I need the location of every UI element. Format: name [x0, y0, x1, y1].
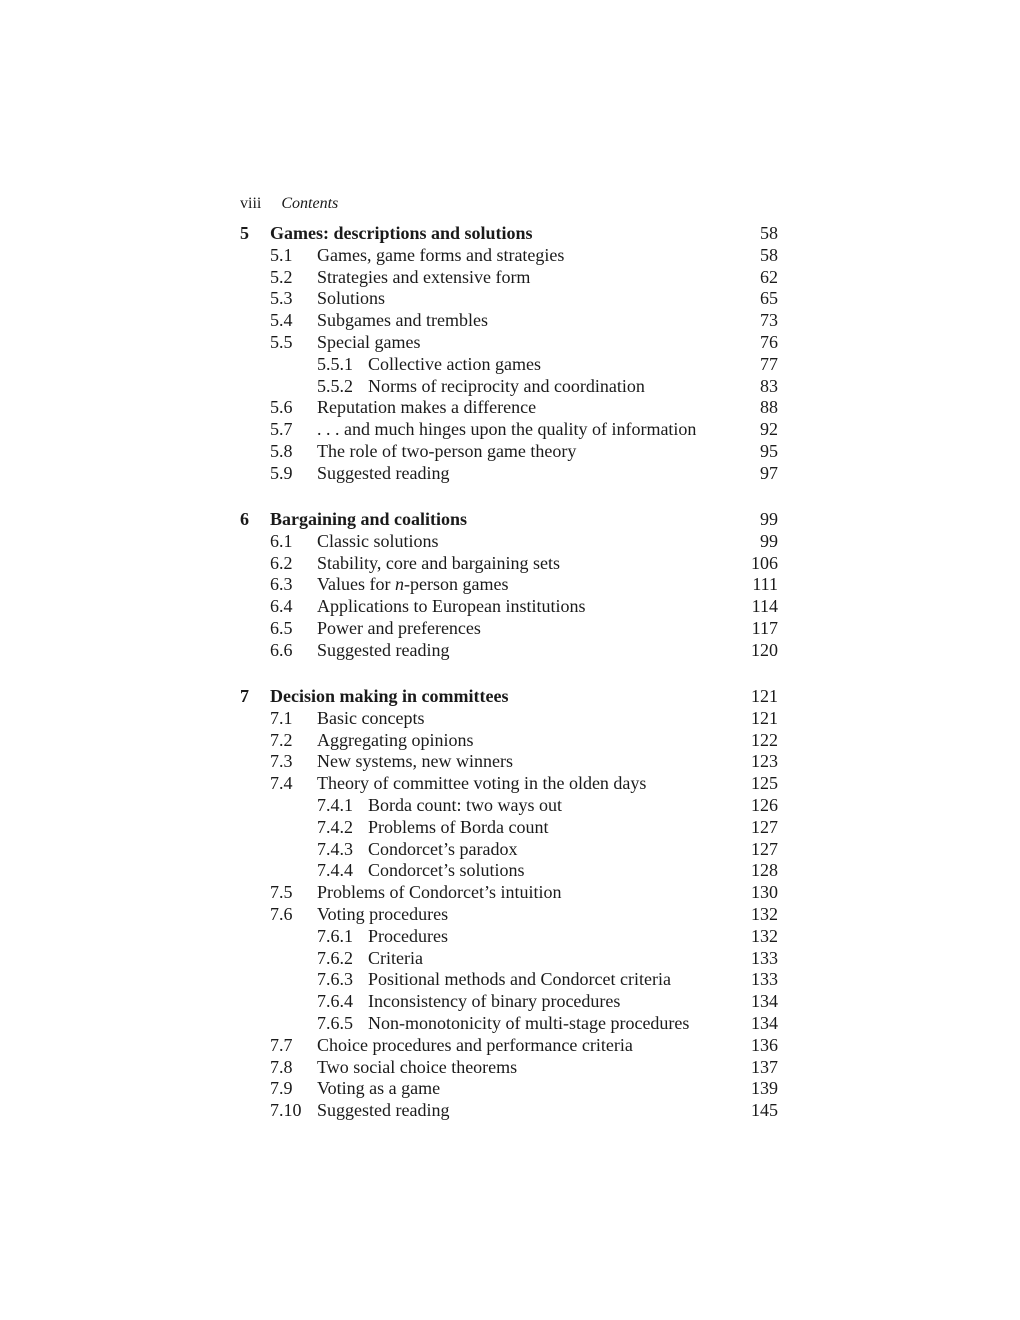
entry-title-text: New systems, new winners [317, 751, 513, 772]
entry-number: 7.8 [270, 1056, 293, 1077]
entry-number: 5.5.1 [317, 353, 353, 374]
toc-section [240, 882, 778, 904]
entry-title-text: Collective action games [368, 353, 541, 374]
toc-section [240, 332, 778, 354]
toc-section [240, 288, 778, 310]
page-ref: 130 [751, 882, 778, 903]
entry-title-text: . . . and much hinges upon the quality of information [317, 419, 697, 440]
chapter-number: 6 [240, 509, 249, 529]
page-ref: 117 [751, 617, 778, 638]
toc-subsection [240, 1013, 778, 1035]
entry-title-text: Procedures [368, 925, 448, 946]
entry-number: 6.5 [270, 617, 293, 638]
entry-number: 7.4.2 [317, 816, 353, 837]
entry-title [317, 553, 560, 575]
page-ref: 65 [760, 288, 778, 309]
toc-section [240, 1078, 778, 1100]
entry-title [317, 332, 420, 354]
toc-subsection [240, 795, 778, 817]
page-ref: 99 [760, 530, 778, 551]
page-ref: 114 [751, 596, 778, 617]
entry-number: 5.8 [270, 440, 293, 461]
page-ref: 62 [760, 266, 778, 287]
toc-subsection [240, 817, 778, 839]
entry-title [317, 1035, 633, 1057]
page-ref: 73 [760, 310, 778, 331]
chapter-title: Games: descriptions and solutions [270, 223, 533, 243]
entry-number: 5.6 [270, 397, 293, 418]
entry-title-text: Suggested reading [317, 639, 450, 660]
entry-title-text: Games, game forms and strategies [317, 244, 565, 265]
toc-section [240, 310, 778, 332]
entry-title [317, 267, 530, 289]
entry-number: 6.2 [270, 552, 293, 573]
entry-title [317, 463, 449, 485]
page-ref: 92 [760, 419, 778, 440]
page-ref: 133 [751, 969, 778, 990]
entry-title [317, 904, 448, 926]
entry-title-text: Voting as a game [317, 1078, 441, 1099]
toc-section [240, 574, 778, 596]
page-ref: 133 [751, 947, 778, 968]
entry-number: 7.4.1 [317, 794, 353, 815]
entry-number: 5.5 [270, 331, 293, 352]
toc-subsection [240, 839, 778, 861]
entry-number: 6.6 [270, 639, 293, 660]
entry-title-text: Problems of Borda count [368, 816, 549, 837]
chapter-number: 7 [240, 686, 249, 706]
toc-subsection [240, 860, 778, 882]
page-ref: 106 [751, 552, 778, 573]
entry-number: 5.4 [270, 310, 293, 331]
entry-number: 5.1 [270, 244, 293, 265]
entry-title [317, 708, 424, 730]
entry-number: 6.4 [270, 596, 293, 617]
page-ref: 99 [760, 509, 778, 529]
page-ref: 77 [760, 353, 778, 374]
entry-number: 7.4 [270, 773, 293, 794]
toc-section [240, 419, 778, 441]
entry-title-text: Reputation makes a difference [317, 397, 537, 418]
entry-number: 5.2 [270, 266, 293, 287]
entry-number: 7.6.2 [317, 947, 353, 968]
entry-title [317, 773, 646, 795]
entry-number: 6.3 [270, 574, 293, 595]
toc-section [240, 751, 778, 773]
toc-section [240, 708, 778, 730]
toc-section [240, 904, 778, 926]
entry-title [368, 795, 562, 817]
entry-number: 7.6.1 [317, 925, 353, 946]
chapter-title: Bargaining and coalitions [270, 509, 468, 529]
entry-title [368, 969, 671, 991]
toc-section [240, 1100, 778, 1122]
toc-section [240, 1035, 778, 1057]
entry-number: 7.1 [270, 707, 293, 728]
entry-title-text: Choice procedures and performance criteria [317, 1034, 633, 1055]
toc-subsection [240, 991, 778, 1013]
entry-title-text: Stability, core and bargaining sets [317, 552, 560, 573]
entry-title [317, 574, 508, 596]
entry-title [317, 245, 564, 267]
entry-title-text: Borda count: two ways out [368, 794, 562, 815]
entry-number: 7.7 [270, 1034, 293, 1055]
entry-title-text: Two social choice theorems [317, 1056, 518, 1077]
entry-title [368, 926, 448, 948]
entry-title [368, 991, 620, 1013]
entry-title [317, 751, 513, 773]
chapter-6 [240, 509, 778, 662]
entry-title-text: Positional methods and Condorcet criteria [368, 969, 671, 990]
entry-number: 7.10 [270, 1100, 302, 1121]
chapter-heading [240, 509, 778, 531]
entry-title [317, 1078, 440, 1100]
chapter-7 [240, 686, 778, 1122]
entry-title [317, 596, 585, 618]
page-ref: 58 [760, 223, 778, 243]
entry-number: 7.4.4 [317, 860, 353, 881]
entry-title-italic: n [394, 574, 404, 595]
entry-title-text: Voting procedures [317, 903, 449, 924]
entry-title-rest: -person games [403, 574, 509, 595]
entry-title [317, 441, 576, 463]
entry-title-text: Applications to European institutions [317, 596, 586, 617]
toc-section [240, 1057, 778, 1079]
entry-title-text: Basic concepts [317, 707, 425, 728]
entry-title-text: Theory of committee voting in the olden days [317, 773, 647, 794]
entry-title-text: Subgames and trembles [317, 310, 488, 331]
toc-section [240, 553, 778, 575]
entry-title-text: Condorcet’s paradox [368, 838, 518, 859]
toc-subsection [240, 926, 778, 948]
entry-title-text: Values for [317, 574, 395, 595]
chapter-number: 5 [240, 223, 249, 243]
toc-section [240, 640, 778, 662]
entry-title-text: Suggested reading [317, 1100, 450, 1121]
running-header [240, 195, 338, 213]
chapter-heading [240, 686, 778, 708]
entry-title-text: Criteria [368, 947, 423, 968]
entry-title-text: The role of two-person game theory [317, 440, 577, 461]
entry-title [317, 531, 439, 553]
entry-title-text: Suggested reading [317, 462, 450, 483]
page-ref: 126 [751, 794, 778, 815]
entry-title-text: Power and preferences [317, 617, 481, 638]
entry-title [368, 839, 517, 861]
toc-section [240, 463, 778, 485]
page-ref: 123 [751, 751, 778, 772]
page-ref: 83 [760, 375, 778, 396]
entry-number: 7.2 [270, 729, 293, 750]
entry-number: 5.9 [270, 462, 293, 483]
entry-number: 6.1 [270, 530, 293, 551]
entry-number: 7.6.3 [317, 969, 353, 990]
entry-title [317, 310, 488, 332]
toc-section [240, 531, 778, 553]
page-ref: 145 [751, 1100, 778, 1121]
toc-section [240, 441, 778, 463]
entry-number: 7.9 [270, 1078, 293, 1099]
entry-title-text: Special games [317, 331, 421, 352]
page-ref: 128 [751, 860, 778, 881]
entry-title [368, 1013, 689, 1035]
entry-number: 7.5 [270, 882, 293, 903]
page-ref: 132 [751, 925, 778, 946]
page-ref: 120 [751, 639, 778, 660]
page-ref: 127 [751, 838, 778, 859]
chapter-heading [240, 223, 778, 245]
page-ref: 121 [751, 686, 778, 706]
page-ref: 134 [751, 1012, 778, 1033]
entry-title [317, 419, 696, 441]
page-ref: 121 [751, 707, 778, 728]
toc-subsection [240, 969, 778, 991]
page-ref: 97 [760, 462, 778, 483]
toc-subsection [240, 376, 778, 398]
entry-title [317, 1100, 449, 1122]
page-ref: 136 [751, 1034, 778, 1055]
page-ref: 127 [751, 816, 778, 837]
toc-section [240, 245, 778, 267]
running-title: Contents [281, 195, 339, 212]
entry-number: 7.6 [270, 903, 293, 924]
toc-section [240, 730, 778, 752]
entry-title-text: Solutions [317, 288, 386, 309]
entry-title-text: Norms of reciprocity and coordination [368, 375, 645, 396]
page-ref: 125 [751, 773, 778, 794]
entry-number: 7.4.3 [317, 838, 353, 859]
toc-section [240, 618, 778, 640]
entry-title-text: Strategies and extensive form [317, 266, 531, 287]
page-ref: 134 [751, 991, 778, 1012]
entry-title-text: Inconsistency of binary procedures [368, 991, 621, 1012]
entry-title-text: Aggregating opinions [317, 729, 474, 750]
entry-title [368, 817, 548, 839]
toc-subsection [240, 354, 778, 376]
page-ref: 58 [760, 244, 778, 265]
chapter-title: Decision making in committees [270, 686, 509, 706]
page-ref: 95 [760, 440, 778, 461]
entry-title [317, 1057, 517, 1079]
entry-title-text: Non-monotonicity of multi-stage procedures [368, 1012, 690, 1033]
entry-title [368, 354, 541, 376]
page-ref: 139 [751, 1078, 778, 1099]
entry-title-text: Problems of Condorcet’s intuition [317, 882, 562, 903]
chapter-5 [240, 223, 778, 485]
page-ref: 88 [760, 397, 778, 418]
page-ref: 132 [751, 903, 778, 924]
page-ref: 111 [752, 574, 778, 595]
entry-title [368, 376, 645, 398]
entry-title [317, 640, 449, 662]
entry-number: 7.3 [270, 751, 293, 772]
entry-number: 5.5.2 [317, 375, 353, 396]
entry-title [317, 618, 481, 640]
toc-section [240, 596, 778, 618]
entry-title [317, 882, 562, 904]
page-number: viii [240, 195, 262, 212]
toc-subsection [240, 948, 778, 970]
entry-title-text: Classic solutions [317, 530, 439, 551]
entry-title [368, 860, 525, 882]
entry-number: 5.3 [270, 288, 293, 309]
entry-number: 7.6.5 [317, 1012, 353, 1033]
page-ref: 137 [751, 1056, 778, 1077]
entry-title [317, 288, 385, 310]
entry-title-text: Condorcet’s solutions [368, 860, 525, 881]
entry-number: 5.7 [270, 419, 293, 440]
entry-title [317, 730, 473, 752]
entry-title [368, 948, 423, 970]
toc-section [240, 773, 778, 795]
toc-section [240, 397, 778, 419]
entry-number: 7.6.4 [317, 991, 353, 1012]
page-ref: 122 [751, 729, 778, 750]
page-ref: 76 [760, 331, 778, 352]
entry-title [317, 397, 536, 419]
toc-section [240, 267, 778, 289]
